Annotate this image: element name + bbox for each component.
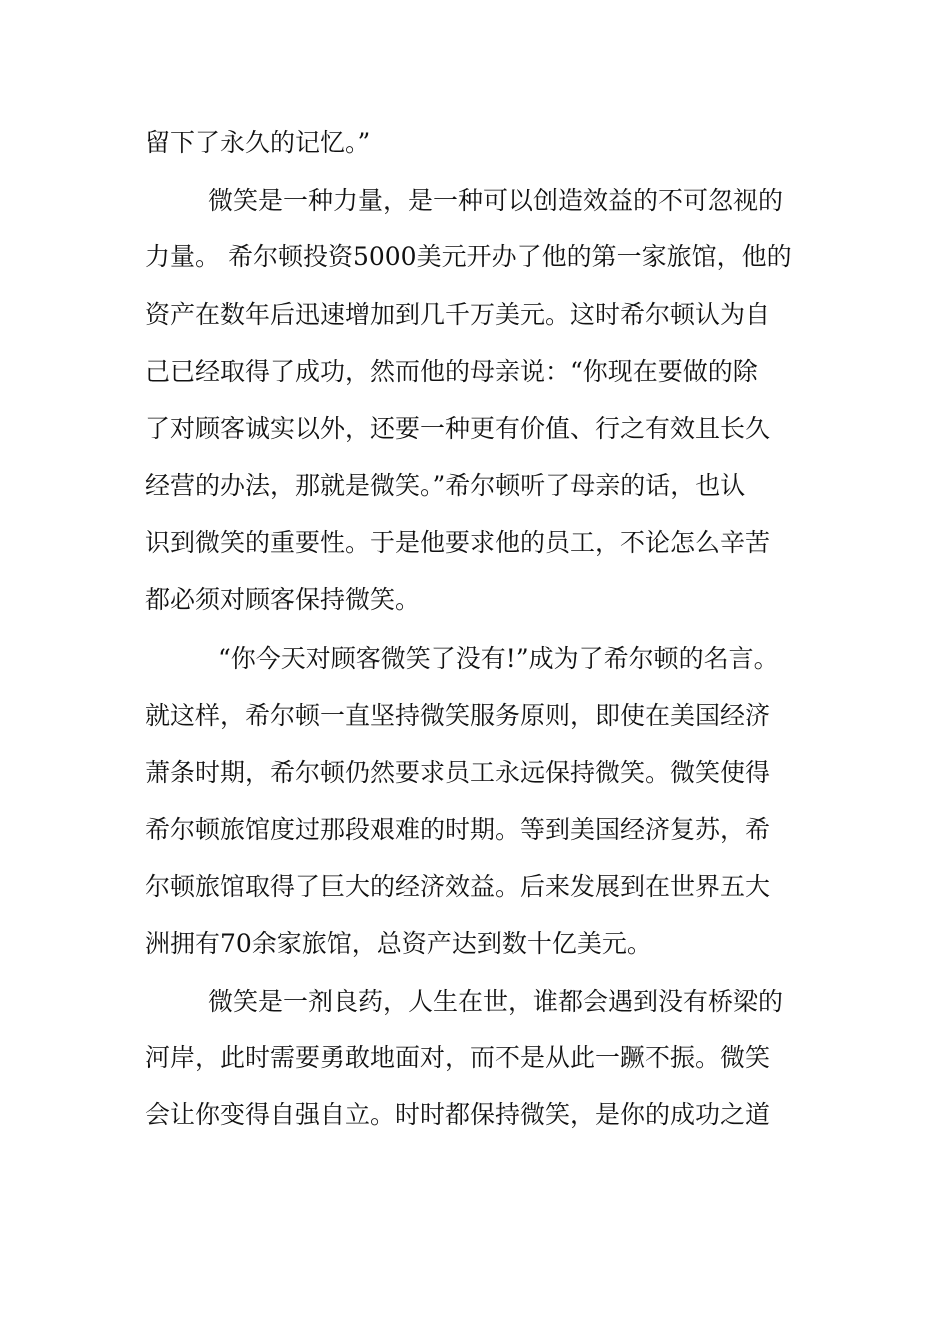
text-line-3: 力量。 希尔顿投资5000美元开办了他的第一家旅馆，他的	[145, 242, 792, 271]
text-line-16: 微笑是一剂良药，人生在世，谁都会遇到没有桥梁的	[208, 987, 784, 1016]
text-line-4: 资产在数年后迅速增加到几千万美元。这时希尔顿认为自	[145, 300, 771, 329]
text-line-6: 了对顾客诚实以外，还要一种更有价值、行之有效且长久	[145, 414, 771, 443]
text-line-9: 都必须对顾客保持微笑。	[145, 585, 421, 614]
text-line-7: 经营的办法，那就是微笑。”希尔顿听了母亲的话，也认	[145, 471, 746, 500]
text-line-18: 会让你变得自强自立。时时都保持微笑，是你的成功之道	[145, 1100, 771, 1129]
text-line-10: “你今天对顾客微笑了没有!”成为了希尔顿的名言。	[218, 644, 779, 673]
text-line-8: 识到微笑的重要性。于是他要求他的员工，不论怎么辛苦	[145, 528, 771, 557]
text-line-2: 微笑是一种力量，是一种可以创造效益的不可忽视的	[208, 186, 784, 215]
text-line-14: 尔顿旅馆取得了巨大的经济效益。后来发展到在世界五大	[145, 872, 771, 901]
text-line-5: 己已经取得了成功，然而他的母亲说：“你现在要做的除	[145, 357, 758, 386]
text-line-13: 希尔顿旅馆度过那段艰难的时期。等到美国经济复苏，希	[145, 815, 771, 844]
text-line-1: 留下了永久的记忆。”	[145, 128, 371, 157]
text-line-12: 萧条时期，希尔顿仍然要求员工永远保持微笑。微笑使得	[145, 758, 771, 787]
text-line-17: 河岸，此时需要勇敢地面对，而不是从此一蹶不振。微笑	[145, 1043, 771, 1072]
text-line-15: 洲拥有70余家旅馆，总资产达到数十亿美元。	[145, 929, 652, 958]
text-line-11: 就这样，希尔顿一直坚持微笑服务原则，即使在美国经济	[145, 701, 771, 730]
